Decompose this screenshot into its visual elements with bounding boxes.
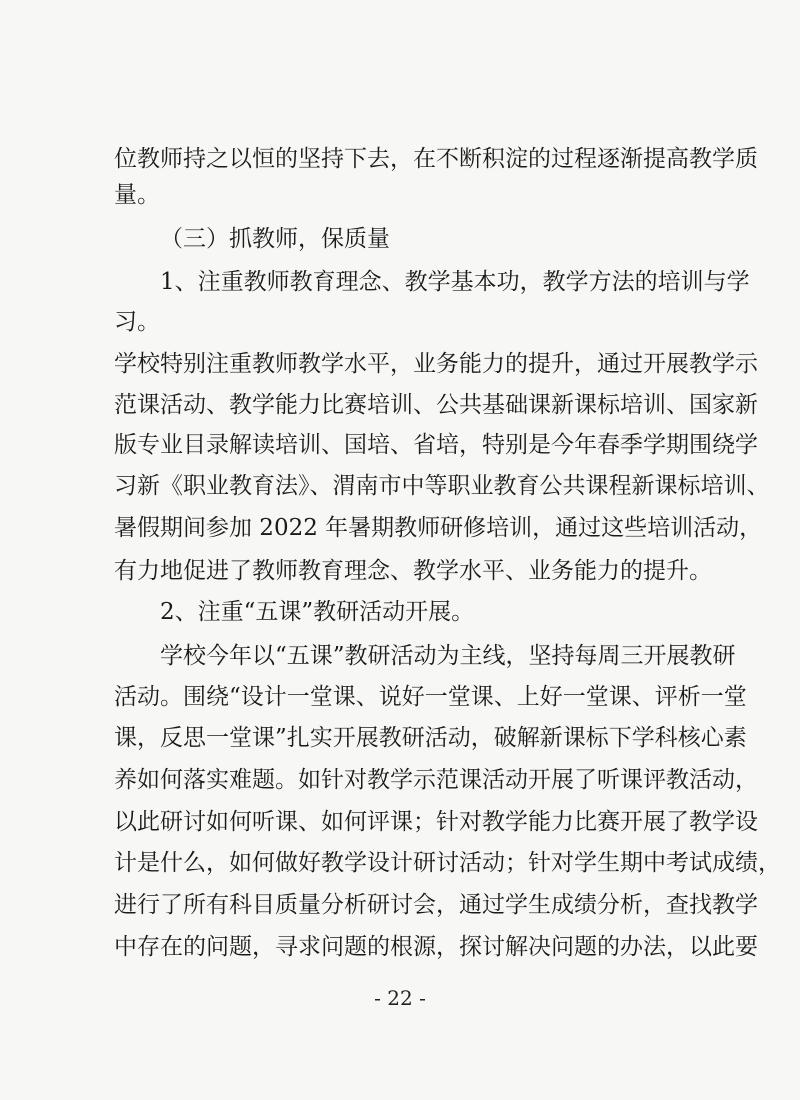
section-heading: （三）抓教师，保质量 bbox=[160, 226, 390, 252]
subsection-heading: 1、注重教师教育理念、教学基本功，教学方法的培训与学 bbox=[160, 269, 750, 295]
body-text-line: 暑假期间参加 2022 年暑期教师研修培训，通过这些培训活动， bbox=[114, 515, 763, 541]
body-text-line: 中存在的问题，寻求问题的根源，探讨解决问题的办法，以此要 bbox=[114, 934, 758, 960]
body-text-line: 量。 bbox=[114, 182, 160, 208]
body-text-line: 养如何落实难题。如针对教学示范课活动开展了听课评教活动， bbox=[114, 767, 758, 793]
subsection-heading: 2、注重“五课”教研活动开展。 bbox=[160, 599, 475, 625]
body-text-line: 习新《职业教育法》、渭南市中等职业教育公共课程新课标培训、 bbox=[114, 473, 770, 499]
body-text-line: 课，反思一堂课”扎实开展教研活动，破解新课标下学科核心素 bbox=[114, 725, 747, 751]
body-text-line: 以此研讨如何听课、如何评课；针对教学能力比赛开展了教学设 bbox=[114, 809, 758, 835]
body-text-line: 活动。围绕“设计一堂课、说好一堂课、上好一堂课、评析一堂 bbox=[114, 684, 747, 710]
body-text-line: 学校今年以“五课”教研活动为主线，坚持每周三开展教研 bbox=[160, 643, 736, 669]
body-text-line: 版专业目录解读培训、国培、省培，特别是今年春季学期围绕学 bbox=[114, 432, 758, 458]
body-text-line: 有力地促进了教师教育理念、教学水平、业务能力的提升。 bbox=[114, 558, 712, 584]
page-number: - 22 - bbox=[374, 986, 426, 1010]
body-text-line: 学校特别注重教师教学水平，业务能力的提升，通过开展教学示 bbox=[114, 351, 758, 377]
subsection-heading-continued: 习。 bbox=[114, 309, 160, 335]
body-text-line: 进行了所有科目质量分析研讨会，通过学生成绩分析，查找教学 bbox=[114, 892, 758, 918]
body-text-line: 计是什么，如何做好教学设计研讨活动；针对学生期中考试成绩， bbox=[114, 850, 781, 876]
body-text-line: 范课活动、教学能力比赛培训、公共基础课新课标培训、国家新 bbox=[114, 392, 758, 418]
body-text-line: 位教师持之以恒的坚持下去，在不断积淀的过程逐渐提高教学质 bbox=[114, 146, 758, 172]
